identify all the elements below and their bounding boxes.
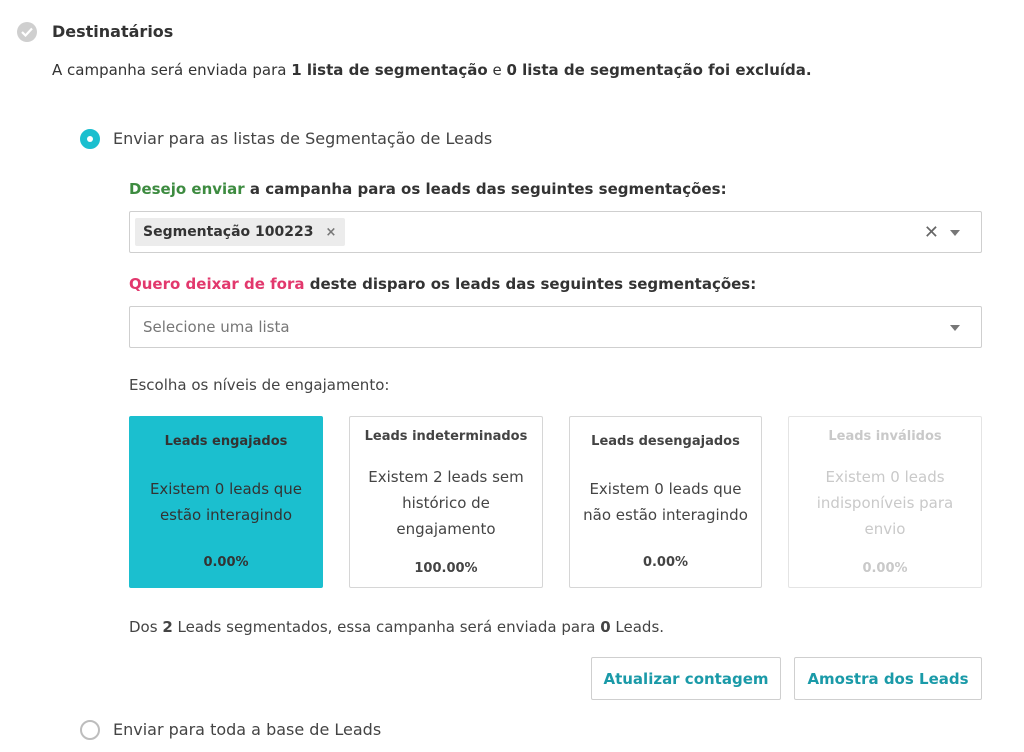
- sent-leads-count: 0: [600, 618, 611, 636]
- card-description: Existem 0 leads que estão interagindo: [149, 480, 303, 524]
- radio-segmentation-lists-label[interactable]: Enviar para as listas de Segmentação de Leads: [113, 129, 493, 148]
- send-count-summary: Dos 2 Leads segmentados, essa campanha será enviada para 0 Leads.: [129, 618, 665, 636]
- exclude-segments-select[interactable]: [129, 306, 982, 348]
- chevron-down-icon[interactable]: [950, 230, 960, 236]
- card-title: Leads indeterminados: [364, 429, 528, 444]
- card-title: Leads engajados: [164, 434, 288, 449]
- radio-all-leads[interactable]: [80, 720, 100, 740]
- card-title: Leads inválidos: [828, 429, 942, 444]
- included-lists-count: 1 lista de segmentação: [291, 61, 488, 79]
- card-percentage: 0.00%: [642, 555, 689, 570]
- engagement-card-invalid: [788, 416, 982, 588]
- excluded-lists-count: 0 lista de segmentação foi excluída.: [506, 61, 812, 79]
- card-description: Existem 0 leads que não estão interagindo: [583, 480, 748, 524]
- exclude-segments-label: Quero deixar de fora deste disparo os leads das seguintes segmentações:: [129, 275, 757, 293]
- chevron-down-icon[interactable]: [950, 325, 960, 331]
- step-title: Destinatários: [52, 22, 174, 41]
- engagement-card-disengaged[interactable]: [569, 416, 762, 588]
- step-complete-check-icon: [17, 22, 37, 42]
- card-percentage: 0.00%: [203, 555, 249, 570]
- card-description: Existem 0 leads indisponíveis para envio: [816, 468, 954, 538]
- include-segments-select[interactable]: [129, 211, 982, 253]
- card-description: Existem 2 leads sem histórico de engajamento: [368, 468, 524, 538]
- leads-sample-button[interactable]: Amostra dos Leads: [794, 657, 982, 700]
- exclude-segments-placeholder: Selecione uma lista: [143, 318, 290, 336]
- card-percentage: 0.00%: [862, 561, 908, 576]
- radio-segmentation-lists[interactable]: [80, 129, 100, 149]
- campaign-summary: A campanha será enviada para 1 lista de segmentação e 0 lista de segmentação foi excluída.: [52, 61, 812, 79]
- segmented-leads-count: 2: [162, 618, 173, 636]
- clear-selection-icon[interactable]: ✕: [923, 222, 939, 243]
- card-percentage: 100.00%: [414, 561, 478, 576]
- chip-remove-icon[interactable]: ×: [325, 224, 337, 240]
- refresh-count-button[interactable]: Atualizar contagem: [591, 657, 781, 700]
- card-title: Leads desengajados: [591, 434, 740, 449]
- include-segments-label: Desejo enviar a campanha para os leads das seguintes segmentações:: [129, 180, 727, 198]
- engagement-levels-label: Escolha os níveis de engajamento:: [129, 376, 390, 394]
- engagement-card-engaged[interactable]: [129, 416, 323, 588]
- engagement-card-undetermined[interactable]: [349, 416, 543, 588]
- segment-chip: Segmentação 100223 ×: [135, 218, 345, 246]
- radio-all-leads-label[interactable]: Enviar para toda a base de Leads: [113, 720, 382, 739]
